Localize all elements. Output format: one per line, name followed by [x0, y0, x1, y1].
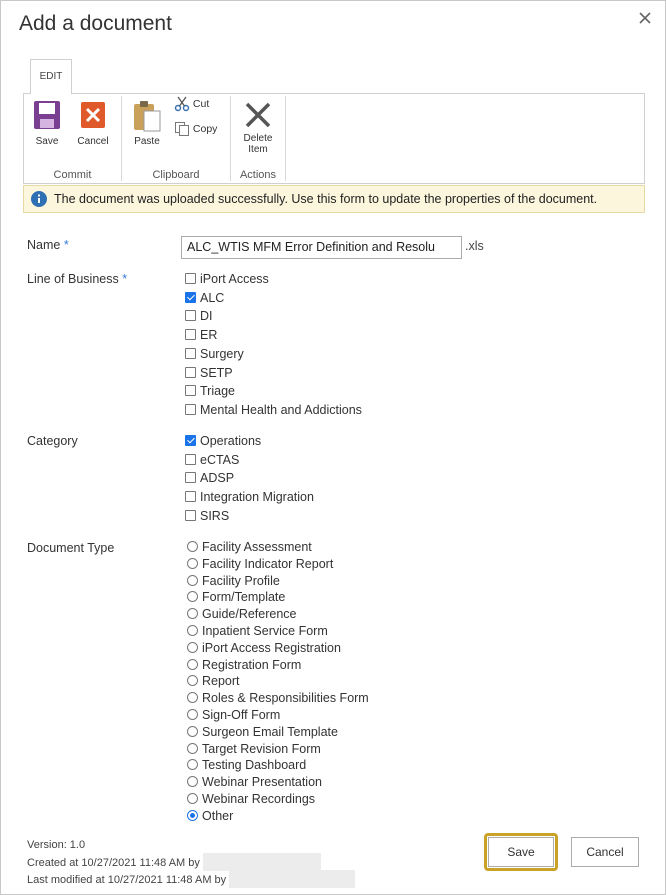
document-type-option[interactable] [187, 673, 240, 690]
checkbox[interactable] [185, 385, 196, 396]
document-type-option[interactable] [187, 623, 328, 640]
save-button[interactable]: Save [488, 837, 554, 867]
option-label: Facility Assessment [202, 540, 312, 554]
document-type-option[interactable] [187, 657, 301, 674]
document-type-label: Document Type [27, 541, 115, 555]
name-label: Name * [27, 238, 69, 252]
option-label: Facility Indicator Report [202, 556, 334, 571]
option-label: iPort Access [200, 272, 269, 286]
cancel-button[interactable]: Cancel [571, 837, 639, 867]
option-label: Sign-Off Form [202, 708, 281, 722]
category-label: Category [27, 434, 78, 448]
copy-icon [174, 121, 190, 137]
document-type-option[interactable] [187, 690, 369, 707]
modified-text: Last modified at 10/27/2021 11:48 AM by [27, 870, 355, 888]
option-label: SIRS [200, 508, 230, 523]
line-of-business-option[interactable] [185, 271, 269, 288]
checkbox[interactable] [185, 472, 196, 483]
paste-icon [132, 100, 162, 132]
option-label: Integration Migration [200, 490, 314, 505]
option-label: Report [202, 674, 240, 689]
document-type-option[interactable] [187, 707, 280, 724]
option-label: ER [200, 328, 218, 343]
ribbon-group-label-commit: Commit [53, 169, 92, 181]
option-label: Target Revision Form [202, 741, 321, 756]
paste-label: Paste [134, 136, 160, 147]
ribbon-group-commit [24, 94, 121, 183]
option-label: Other [202, 808, 234, 823]
radio-button[interactable] [187, 642, 198, 653]
option-label: Guide/Reference [202, 607, 297, 622]
option-label: Surgery [200, 346, 244, 361]
info-icon [31, 191, 47, 207]
ribbon-divider [285, 96, 286, 181]
ribbon-cancel-button[interactable] [74, 100, 112, 147]
delete-icon [243, 100, 273, 130]
radio-button[interactable] [187, 793, 198, 804]
checkbox[interactable] [185, 329, 196, 340]
checkbox[interactable] [185, 404, 196, 415]
delete-label-line2: Item [248, 144, 268, 155]
option-label: DI [200, 309, 213, 324]
redacted-user [203, 853, 321, 871]
ribbon-delete-item-button[interactable] [239, 100, 277, 155]
line-of-business-option[interactable] [185, 346, 244, 363]
option-label: Webinar Recordings [202, 792, 316, 806]
line-of-business-option[interactable] [185, 383, 235, 400]
radio-button[interactable] [187, 692, 198, 703]
option-label: ADSP [200, 471, 235, 486]
option-label: Surgeon Email Template [202, 724, 338, 739]
radio-button[interactable] [187, 558, 198, 569]
radio-button[interactable] [187, 759, 198, 770]
document-type-option[interactable] [187, 808, 233, 825]
checkbox[interactable] [185, 367, 196, 378]
option-label: SETP [200, 365, 233, 380]
document-type-option[interactable] [187, 606, 297, 623]
created-text: Created at 10/27/2021 11:48 AM by [27, 853, 321, 871]
checkbox[interactable] [185, 310, 196, 321]
save-label: Save [35, 136, 59, 147]
cancel-icon [79, 100, 107, 130]
line-of-business-option[interactable] [185, 365, 233, 382]
checkbox[interactable] [185, 348, 196, 359]
category-option[interactable] [185, 470, 234, 487]
dialog-title: Add a document [19, 12, 172, 35]
option-label: Inpatient Service Form [202, 624, 328, 638]
option-label: Registration Form [202, 657, 302, 672]
ribbon-group-actions [231, 94, 285, 183]
ribbon-group-clipboard [122, 94, 230, 183]
option-label: Form/Template [202, 590, 286, 605]
checkbox[interactable] [185, 491, 196, 502]
radio-button[interactable] [187, 776, 198, 787]
version-text: Version: 1.0 [27, 839, 86, 851]
checkbox[interactable] [185, 435, 196, 446]
checkbox[interactable] [185, 273, 196, 284]
ribbon-paste-button[interactable] [130, 100, 164, 147]
document-type-option[interactable] [187, 589, 285, 606]
ribbon-cut-button[interactable] [174, 96, 209, 112]
redacted-user [229, 870, 355, 888]
option-label: Mental Health and Addictions [200, 402, 362, 417]
document-type-option[interactable] [187, 757, 306, 774]
line-of-business-label: Line of Business * [27, 272, 128, 286]
document-type-option[interactable] [187, 539, 312, 556]
option-label: eCTAS [200, 452, 240, 467]
document-type-option[interactable] [187, 724, 338, 741]
ribbon [23, 93, 645, 184]
cut-icon [174, 96, 190, 112]
radio-button[interactable] [187, 675, 198, 686]
category-option[interactable] [185, 452, 239, 469]
radio-button[interactable] [187, 591, 198, 602]
checkbox[interactable] [185, 454, 196, 465]
document-type-option[interactable] [187, 556, 333, 573]
category-option[interactable] [185, 433, 261, 450]
document-type-option[interactable] [187, 741, 321, 758]
copy-label: Copy [192, 122, 218, 135]
radio-button[interactable] [187, 575, 198, 586]
notice-text: The document was uploaded successfully. Use this form to update the properties of the document. [54, 192, 598, 206]
cut-label: Cut [192, 97, 210, 110]
checkbox[interactable] [185, 292, 196, 303]
option-label: Facility Profile [202, 573, 280, 588]
document-type-option[interactable] [187, 791, 315, 808]
upload-success-notice [23, 185, 645, 213]
option-label: Triage [200, 384, 235, 399]
option-label: ALC [200, 290, 225, 305]
option-label: Testing Dashboard [202, 758, 307, 773]
radio-button[interactable] [187, 743, 198, 754]
radio-button[interactable] [187, 726, 198, 737]
category-option[interactable] [185, 489, 314, 506]
radio-button[interactable] [187, 541, 198, 552]
option-label: Webinar Presentation [202, 775, 322, 790]
save-icon [33, 100, 61, 130]
option-label: iPort Access Registration [202, 640, 341, 655]
cancel-label: Cancel [77, 136, 109, 147]
option-label: Operations [200, 434, 262, 448]
delete-label-line1: Delete [243, 133, 273, 144]
ribbon-group-label-clipboard: Clipboard [152, 169, 200, 181]
ribbon-save-button[interactable] [30, 100, 64, 147]
tab-edit[interactable]: EDIT [30, 59, 72, 94]
file-extension: .xls [465, 239, 484, 253]
radio-button[interactable] [187, 608, 198, 619]
ribbon-group-label-actions: Actions [239, 169, 277, 181]
line-of-business-option[interactable] [185, 290, 224, 307]
category-option[interactable] [185, 508, 229, 525]
checkbox[interactable] [185, 510, 196, 521]
close-icon[interactable] [637, 10, 653, 26]
radio-button[interactable] [187, 810, 198, 821]
option-label: Roles & Responsibilities Form [202, 691, 369, 706]
radio-button[interactable] [187, 659, 198, 670]
line-of-business-option[interactable] [185, 327, 217, 344]
line-of-business-option[interactable] [185, 402, 362, 419]
radio-button[interactable] [187, 625, 198, 636]
document-type-option[interactable] [187, 573, 280, 590]
ribbon-copy-button[interactable] [174, 121, 217, 137]
document-type-option[interactable] [187, 774, 322, 791]
radio-button[interactable] [187, 709, 198, 720]
line-of-business-option[interactable] [185, 308, 213, 325]
document-type-option[interactable] [187, 640, 341, 657]
name-input[interactable]: ALC_WTIS MFM Error Definition and Resolu [181, 236, 462, 259]
